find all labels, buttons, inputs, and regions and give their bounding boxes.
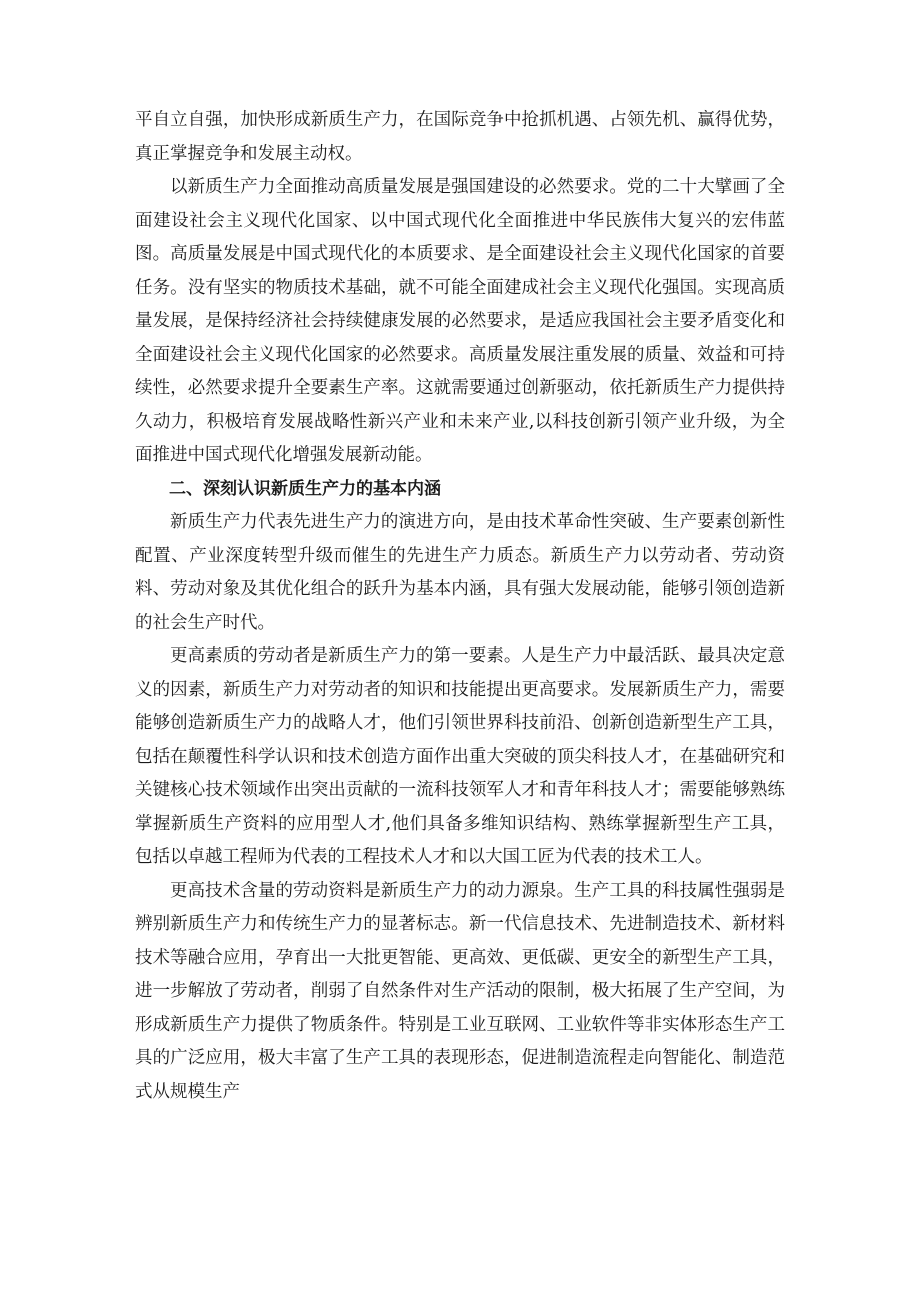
- paragraph-means-of-labor: 更高技术含量的劳动资料是新质生产力的动力源泉。生产工具的科技属性强弱是辨别新质生产力和传统生产力的显著标志。新一代信息技术、先进制造技术、新材料技术等融合应用，孕育出一大批更智能、更高效、更低碳、更安全的新型生产工具，进一步解放了劳动者，削弱了自然条件对生产活动的限制，极大拓展了生产空间，为形成新质生产力提供了物质条件。特别是工业互联网、工业软件等非实体形态生产工具的广泛应用，极大丰富了生产工具的表现形态，促进制造流程走向智能化、制造范式从规模生产: [135, 880, 785, 1102]
- paragraph-high-quality-development: 以新质生产力全面推动高质量发展是强国建设的必然要求。党的二十大擘画了全面建设社会主义现代化国家、以中国式现代化全面推进中华民族伟大复兴的宏伟蓝图。高质量发展是中国式现代化的本质要求、是全面建设社会主义现代化国家的首要任务。没有坚实的物质技术基础，就不可能全面建成社会主义现代化强国。实现高质量发展，是保持经济社会持续健康发展的必然要求，是适应我国社会主要矛盾变化和全面建设社会主义现代化国家的必然要求。高质量发展注重发展的质量、效益和可持续性，必然要求提升全要素生产率。这就需要通过创新驱动，依托新质生产力提供持久动力，积极培育发展战略性新兴产业和未来产业,以科技创新引领产业升级，为全面推进中国式现代化增强发展新动能。: [135, 177, 785, 465]
- paragraph-basic-connotation: 新质生产力代表先进生产力的演进方向，是由技术革命性突破、生产要素创新性配置、产业深度转型升级而催生的先进生产力质态。新质生产力以劳动者、劳动资料、劳动对象及其优化组合的跃升为基本内涵，具有强大发展动能，能够引领创造新的社会生产时代。: [135, 512, 785, 633]
- section-heading: 二、深刻认识新质生产力的基本内涵: [169, 478, 441, 499]
- paragraph-continuation: 平自立自强，加快形成新质生产力，在国际竞争中抢抓机遇、占领先机、赢得优势，真正掌握竞争和发展主动权。: [135, 110, 785, 164]
- paragraph-laborers: 更高素质的劳动者是新质生产力的第一要素。人是生产力中最活跃、最具决定意义的因素，新质生产力对劳动者的知识和技能提出更高要求。发展新质生产力，需要能够创造新质生产力的战略人才，他们引领世界科技前沿、创新创造新型生产工具，包括在颠覆性科学认识和技术创造方面作出重大突破的顶尖科技人才，在基础研究和关键核心技术领域作出突出贡献的一流科技领军人才和青年科技人才；需要能够熟练掌握新质生产资料的应用型人才,他们具备多维知识结构、熟练掌握新型生产工具，包括以卓越工程师为代表的工程技术人才和以大国工匠为代表的技术工人。: [135, 646, 785, 867]
- document-page: [135, 104, 785, 1109]
